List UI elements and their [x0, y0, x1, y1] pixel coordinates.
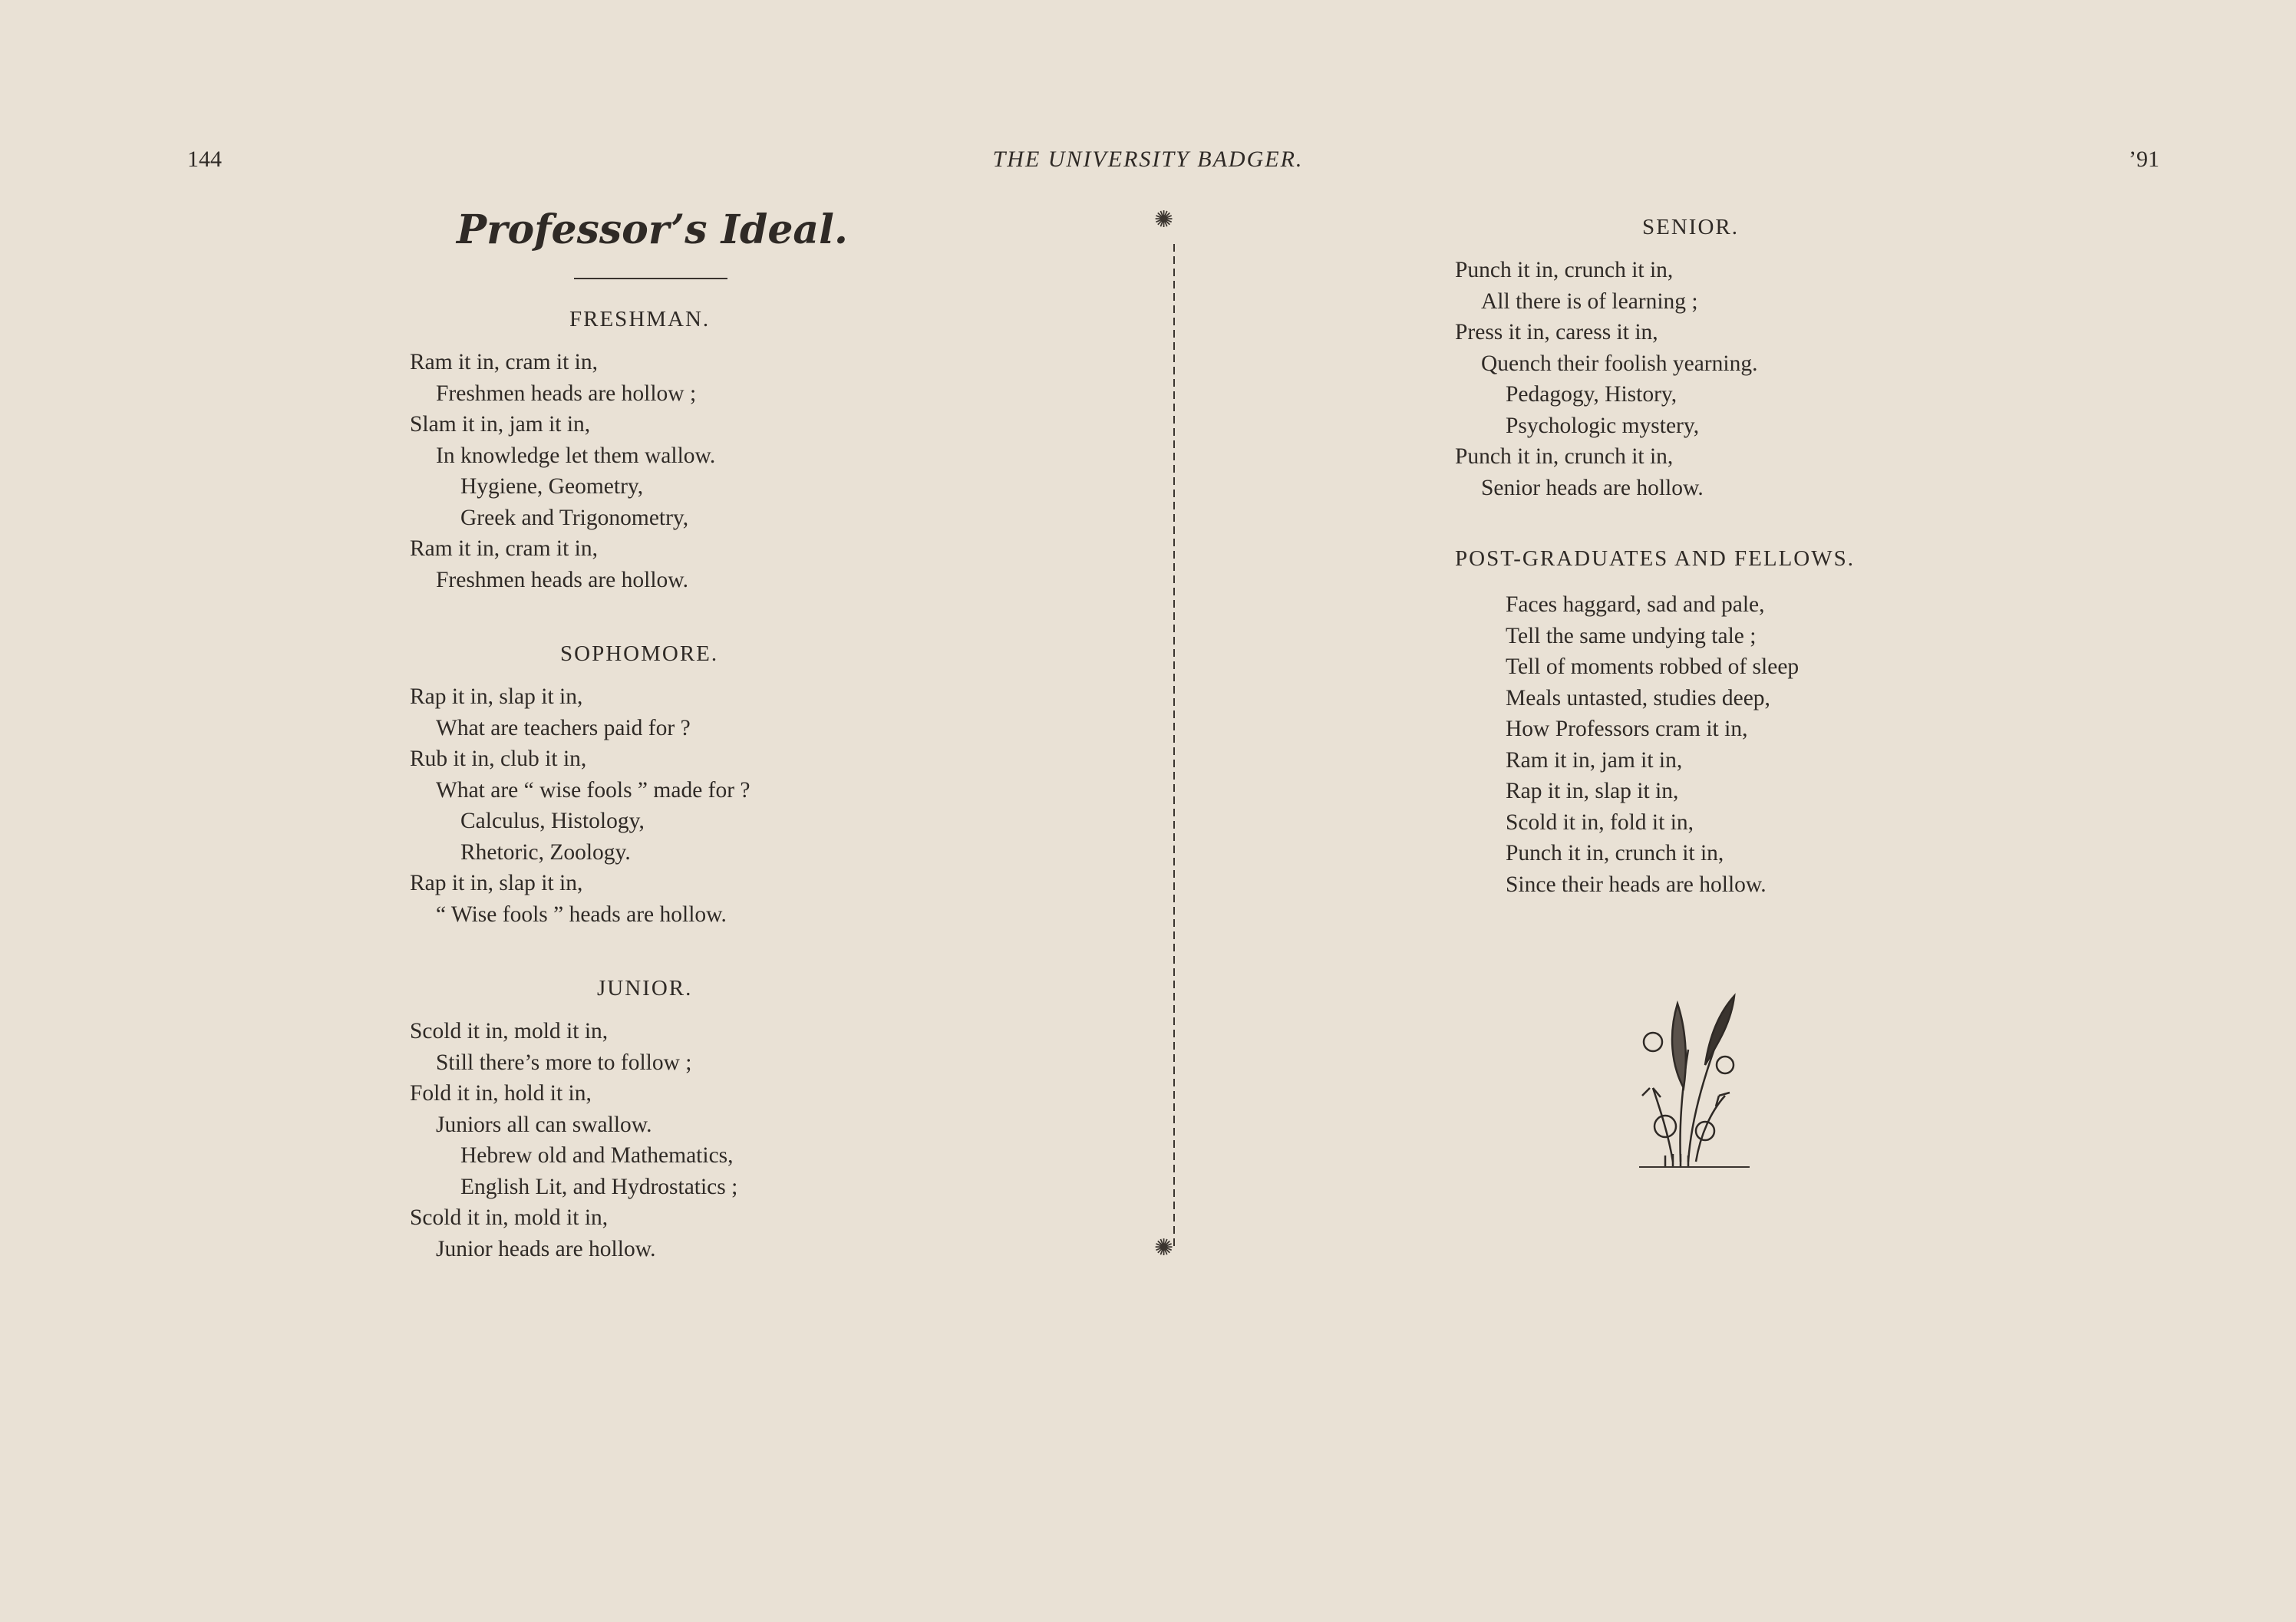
verse-line: Hebrew old and Mathematics, [460, 1143, 734, 1168]
verse-line: Ram it in, jam it in, [1506, 747, 1683, 773]
verse-line: Juniors all can swallow. [436, 1112, 652, 1137]
sunburst-ornament-icon: ✺ [1154, 1235, 1174, 1261]
page-number: 144 [187, 147, 222, 172]
verse-line: Slam it in, jam it in, [410, 412, 591, 437]
verse-line: Since their heads are hollow. [1506, 872, 1767, 897]
verse-line: Pedagogy, History, [1506, 382, 1677, 407]
section-heading-sophomore: SOPHOMORE. [560, 641, 719, 666]
verse-line: Meals untasted, studies deep, [1506, 685, 1770, 710]
verse-line: English Lit, and Hydrostatics ; [460, 1174, 738, 1199]
verse-line: Scold it in, mold it in, [410, 1019, 609, 1043]
verse-line: What are “ wise fools ” made for ? [436, 777, 750, 803]
verse-line: Rap it in, slap it in, [410, 684, 583, 709]
poem-title: Professor’s Ideal. [457, 206, 848, 253]
verse-line: What are teachers paid for ? [436, 715, 691, 740]
section-heading-senior: SENIOR. [1642, 215, 1739, 239]
section-heading-postgraduates: POST-GRADUATES AND FELLOWS. [1455, 546, 1856, 571]
verse-line: Punch it in, crunch it in, [1506, 841, 1724, 865]
class-year: ’91 [2129, 147, 2159, 172]
verse-line: Rhetoric, Zoology. [460, 839, 631, 865]
verse-line: Rap it in, slap it in, [410, 871, 583, 895]
verse-line: Scold it in, fold it in, [1506, 809, 1694, 835]
stanza-freshman [410, 347, 715, 595]
vignette-rule [1639, 1166, 1750, 1168]
verse-line: All there is of learning ; [1481, 288, 1698, 314]
verse-line: Calculus, Histology, [460, 809, 645, 833]
sunburst-ornament-icon: ✺ [1154, 207, 1174, 232]
verse-line: Faces haggard, sad and pale, [1506, 592, 1765, 617]
verse-line: Punch it in, crunch it in, [1455, 444, 1674, 469]
verse-line: Fold it in, hold it in, [410, 1081, 592, 1106]
section-heading-freshman: FRESHMAN. [569, 307, 711, 331]
section-heading-junior: JUNIOR. [597, 976, 693, 1001]
verse-line: Junior heads are hollow. [436, 1236, 656, 1261]
stanza-sophomore [410, 681, 750, 930]
running-title: THE UNIVERSITY BADGER. [992, 147, 1304, 172]
verse-line: Press it in, caress it in, [1455, 320, 1658, 345]
verse-line: Hygiene, Geometry, [460, 474, 644, 499]
verse-line: Tell of moments robbed of sleep [1506, 654, 1800, 679]
verse-line: Still there’s more to follow ; [436, 1050, 692, 1075]
verse-line: Greek and Trigonometry, [460, 505, 689, 530]
verse-line: Tell the same undying tale ; [1506, 623, 1757, 648]
verse-line: Freshmen heads are hollow ; [436, 381, 697, 406]
verse-line: Ram it in, cram it in, [410, 350, 598, 374]
verse-line: Freshmen heads are hollow. [436, 567, 689, 592]
verse-line: In knowledge let them wallow. [436, 443, 716, 468]
verse-line: Punch it in, crunch it in, [1455, 258, 1674, 282]
verse-line: Ram it in, cram it in, [410, 536, 598, 561]
verse-line: Rap it in, slap it in, [1506, 779, 1679, 803]
stanza-postgraduates [1506, 589, 1799, 900]
twisted-rope-divider [1171, 244, 1177, 1249]
stanza-junior [410, 1016, 737, 1264]
title-rule [574, 278, 727, 279]
verse-line: Rub it in, club it in, [410, 747, 587, 771]
verse-line: Senior heads are hollow. [1481, 475, 1704, 500]
verse-line: “ Wise fools ” heads are hollow. [436, 902, 727, 927]
stanza-senior [1455, 255, 1757, 503]
verse-line: Psychologic mystery, [1506, 413, 1700, 438]
floral-bouquet-icon [1635, 981, 1750, 1169]
verse-line: Scold it in, mold it in, [410, 1205, 609, 1230]
verse-line: How Professors cram it in, [1506, 717, 1748, 741]
verse-line: Quench their foolish yearning. [1481, 351, 1758, 376]
